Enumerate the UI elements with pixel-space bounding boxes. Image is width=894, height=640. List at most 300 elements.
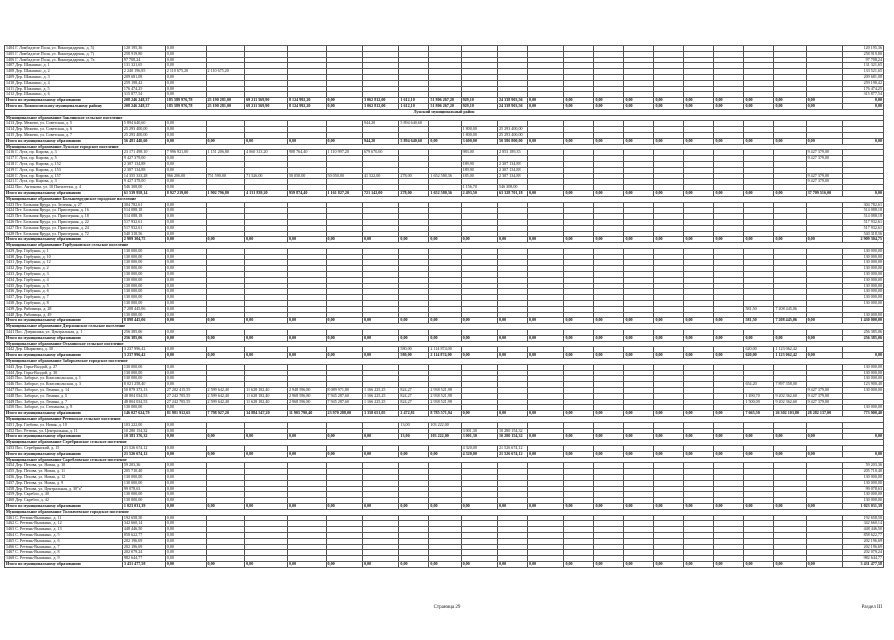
value-cell: 0,00 (564, 190, 594, 196)
value-cell: 0,00 (624, 335, 654, 341)
value-cell: 0,00 (165, 480, 206, 486)
value-cell: 0,00 (287, 503, 326, 509)
value-cell: 176 474,25 (843, 86, 884, 92)
value-cell: 9 427 379,00 (806, 150, 842, 156)
value-cell: 0,00 (684, 451, 714, 457)
address-cell: 1433 Дер. Горбунки, д. 3 (5, 272, 123, 278)
value-cell: 0,00 (165, 306, 206, 312)
value-cell: 25 293 400,00 (498, 132, 528, 138)
value-cell: 0,00 (498, 503, 528, 509)
value-cell: 0,00 (594, 411, 624, 417)
value-cell: 0,00 (714, 237, 744, 243)
value-cell: 0,00 (744, 561, 774, 567)
value-cell: 1 123 062,42 (774, 347, 806, 353)
value-cell: 2 493,50 (461, 190, 497, 196)
address-cell: 1453 Пос. Серебрянский, д. 15 (5, 445, 123, 451)
value-cell: 514 088,18 (122, 208, 165, 214)
value-cell: 0,00 (245, 237, 288, 243)
value-cell: 0,00 (744, 103, 774, 109)
value-cell: 581,50 (744, 306, 774, 312)
value-cell: 3 001,30 (461, 434, 497, 440)
address-cell: 1451 Дер. Глебово, ул. Новая, д. 10 (5, 422, 123, 428)
value-cell: 11 628 182,40 (245, 393, 288, 399)
value-cell: 0,00 (165, 260, 206, 266)
value-cell: 654,20 (744, 382, 774, 388)
address-cell: 1410 Дер. Шакшино, д. 4 (5, 80, 123, 86)
value-cell: 192 658,50 (843, 515, 884, 521)
value-cell: 0,00 (624, 451, 654, 457)
section-title: Муниципальное образование Скребловское сельское поселение (5, 457, 884, 463)
value-cell: 2 599 642,40 (206, 388, 245, 394)
value-cell: 580,00 (399, 353, 429, 359)
value-cell: 130 000,00 (122, 301, 165, 307)
value-cell: 208 246 248,37 (122, 103, 165, 109)
value-cell: 0,00 (806, 434, 842, 440)
address-cell: 1420 Г. Луга, пр. Кирова, д. 157 (5, 173, 123, 179)
value-cell: 9 427 379,00 (806, 393, 842, 399)
address-cell: 1448 Пос. Заборье, ул. Ленина, д. 5 (5, 393, 123, 399)
section-title: Муниципальное образование Ретюнское сельское поселение (5, 417, 884, 423)
value-cell: 4 320,00 (461, 451, 497, 457)
value-cell: 0,00 (245, 451, 288, 457)
value-cell: 8 124 992,20 (287, 98, 326, 104)
value-cell: 304 782,61 (122, 202, 165, 208)
value-cell: 0,00 (287, 335, 326, 341)
value-cell: 0,00 (165, 289, 206, 295)
value-cell: 0,00 (429, 318, 461, 324)
value-cell: 2 853 189,35 (498, 150, 528, 156)
value-cell: 1 166 225,25 (362, 393, 398, 399)
value-cell: 130 000,00 (122, 260, 165, 266)
table-row (5, 347, 884, 353)
value-cell: 0,00 (245, 353, 288, 359)
value-cell: 130 000,00 (122, 405, 165, 411)
address-cell: 1409 Дер. Шакшино, д. 3 (5, 74, 123, 80)
value-cell: 2 472,81 (399, 411, 429, 417)
value-cell: 514 088,18 (843, 208, 884, 214)
value-cell: 0,00 (165, 57, 206, 63)
value-cell: 10 280 154,32 (498, 434, 528, 440)
value-cell: 0,00 (528, 503, 564, 509)
value-cell: 0,00 (362, 561, 398, 567)
value-cell: 9 427 379,00 (806, 179, 842, 185)
value-cell: 21 526 674,12 (498, 451, 528, 457)
value-cell: 0,00 (564, 411, 594, 417)
value-cell: 0,00 (714, 190, 744, 196)
value-cell: 0,00 (461, 353, 497, 359)
value-cell: 0,00 (165, 266, 206, 272)
value-cell: 1 800,00 (461, 132, 497, 138)
value-cell: 0,00 (564, 138, 594, 144)
address-cell: 1443 Дер. Горы-Валдай, д. 27 (5, 364, 123, 370)
value-cell: 21 526 674,12 (122, 451, 165, 457)
value-cell: 130 000,00 (122, 480, 165, 486)
value-cell: 0,00 (165, 225, 206, 231)
value-cell: 2 599 642,40 (206, 393, 245, 399)
capital-repair-register-table (4, 45, 884, 568)
total-row (5, 190, 884, 196)
value-cell: 131 321,65 (843, 63, 884, 69)
value-cell: 2 948 596,80 (287, 388, 326, 394)
value-cell: 0,00 (287, 353, 326, 359)
value-cell: 0,00 (165, 486, 206, 492)
value-cell: 259 198,42 (843, 80, 884, 86)
value-cell: 2 909 304,75 (843, 237, 884, 243)
value-cell: 0,00 (362, 434, 398, 440)
value-cell: 130 000,00 (122, 248, 165, 254)
value-cell: 0,00 (206, 138, 245, 144)
table-row (5, 393, 884, 399)
value-cell: 0,00 (624, 353, 654, 359)
value-cell: 0,00 (165, 272, 206, 278)
value-cell: 0,00 (744, 237, 774, 243)
value-cell: 7 208 445,06 (122, 306, 165, 312)
value-cell: 5 894 640,60 (399, 121, 429, 127)
value-cell: 858 622,77 (122, 532, 165, 538)
value-cell: 130 000,00 (122, 376, 165, 382)
address-cell: 1457 Дер. Пехова, ул. Новая, д. 9 (5, 480, 123, 486)
value-cell: 1 166 225,25 (362, 399, 398, 405)
value-cell: 0,00 (326, 318, 362, 324)
value-cell: 278,00 (399, 173, 429, 179)
value-cell: 0,00 (684, 318, 714, 324)
value-cell: 130 000,00 (843, 388, 884, 394)
value-cell: 130 000,00 (122, 474, 165, 480)
value-cell: 959 874,40 (287, 190, 326, 196)
value-cell: 0,00 (624, 98, 654, 104)
value-cell: 0,00 (165, 214, 206, 220)
value-cell: 0,00 (165, 544, 206, 550)
value-cell: 13,00 (399, 434, 429, 440)
address-cell: 1426 Пгт. Большая Вруда, ул. Приозерная, д. 22 (5, 219, 123, 225)
value-cell: 0,00 (165, 405, 206, 411)
total-label: Итого по муниципальному образованию (5, 561, 123, 567)
value-cell: 130 000,00 (122, 289, 165, 295)
value-cell: 517 932,61 (122, 219, 165, 225)
value-cell: 133 521,65 (843, 69, 884, 75)
value-cell: 0,00 (287, 318, 326, 324)
address-cell: 1465 С. Ретюнь-Вышкино, д. 6 (5, 538, 123, 544)
value-cell: 202 196,69 (122, 544, 165, 550)
value-cell: 11 905 790,40 (287, 411, 326, 417)
value-cell: 2 114 874,00 (429, 353, 461, 359)
value-cell: 130 000,00 (843, 480, 884, 486)
value-cell: 50 879 373,13 (122, 388, 165, 394)
address-cell: 1408 Дер. Шакшино, д. 2 (5, 69, 123, 75)
value-cell: 448 446,50 (122, 527, 165, 533)
address-cell: 1463 С. Ретюнь-Вышкино, д. 13 (5, 527, 123, 533)
value-cell: 0,00 (684, 434, 714, 440)
value-cell: 256 385,06 (843, 335, 884, 341)
value-cell: 130 000,00 (843, 312, 884, 318)
value-cell: 0,00 (165, 532, 206, 538)
value-cell: 0,00 (326, 353, 362, 359)
value-cell: 0,00 (564, 561, 594, 567)
address-cell: 1462 С. Ретюнь-Вышкино, д. 12 (5, 521, 123, 527)
value-cell: 0,00 (326, 138, 362, 144)
value-cell: 0,00 (624, 434, 654, 440)
value-cell: 130 000,00 (122, 364, 165, 370)
value-cell: 824,27 (399, 399, 429, 405)
value-cell: 0,00 (165, 86, 206, 92)
address-cell: 1432 Дер. Горбунки, д. 2 (5, 266, 123, 272)
value-cell: 0,00 (326, 451, 362, 457)
value-cell: 0,00 (654, 561, 684, 567)
value-cell: 7 208 445,06 (774, 306, 806, 312)
address-cell: 1459 Дер. Скребло, д. 40 (5, 492, 123, 498)
value-cell: 208 246 248,37 (122, 98, 165, 104)
value-cell: 0,00 (654, 318, 684, 324)
value-cell: 50 050,00 (287, 173, 326, 179)
address-cell: 1452 Пос. Ретюнь, ул. Центральная, д. 11 (5, 428, 123, 434)
value-cell: 1 156,70 (461, 185, 497, 191)
value-cell: 517 932,61 (122, 225, 165, 231)
value-cell: 0,00 (528, 434, 564, 440)
address-cell: 1414 Дер. Межево, ул. Советская, д. 6 (5, 127, 123, 133)
value-cell: 59 203,36 (843, 463, 884, 469)
section-title: Муниципальное образование Большевруднское городское поселение (5, 196, 884, 202)
value-cell: 131 321,65 (122, 63, 165, 69)
value-cell: 0,00 (744, 190, 774, 196)
value-cell: 97 708,24 (843, 57, 884, 63)
value-cell: 0,00 (165, 451, 206, 457)
value-cell: 209 681,08 (843, 74, 884, 80)
section-title: Лужский муниципальный район (5, 109, 884, 115)
address-cell: 1438 Дер. Горбунки, д. 8 (5, 301, 123, 307)
value-cell: 59 203,36 (122, 463, 165, 469)
value-cell: 0,00 (165, 121, 206, 127)
value-cell: 0,00 (774, 103, 806, 109)
value-cell: 0,00 (624, 411, 654, 417)
value-cell: 0,00 (165, 92, 206, 98)
value-cell: 21 526 674,12 (122, 445, 165, 451)
total-row (5, 353, 884, 359)
value-cell: 0,00 (206, 353, 245, 359)
value-cell: 0,00 (245, 335, 288, 341)
value-cell: 9 427 379,00 (806, 388, 842, 394)
value-cell: 0,00 (624, 138, 654, 144)
value-cell: 0,00 (594, 190, 624, 196)
value-cell: 0,00 (528, 411, 564, 417)
value-cell: 3 062 812,00 (362, 103, 398, 109)
value-cell: 2 909 304,75 (122, 237, 165, 243)
value-cell: 2 110 675,20 (165, 69, 206, 75)
address-cell: 1440 Дер. Рябовицы, д. 49 (5, 312, 123, 318)
address-cell: 1407 Дер. Шакшино, д. 1 (5, 63, 123, 69)
value-cell: 0,00 (429, 451, 461, 457)
value-cell: 25 293 400,00 (122, 127, 165, 133)
value-cell: 0,00 (165, 561, 206, 567)
value-cell: 517 932,61 (843, 225, 884, 231)
value-cell: 0,00 (165, 138, 206, 144)
value-cell: 0,00 (684, 98, 714, 104)
value-cell: 130 000,00 (122, 498, 165, 504)
value-cell: 581,50 (744, 318, 774, 324)
value-cell: 514 088,18 (122, 214, 165, 220)
value-cell: 0,00 (245, 318, 288, 324)
value-cell: 0,00 (624, 237, 654, 243)
value-cell: 50 050,00 (326, 173, 362, 179)
value-cell: 202 079,24 (843, 550, 884, 556)
value-cell: 0,00 (806, 451, 842, 457)
value-cell: 0,00 (165, 498, 206, 504)
value-cell: 908 764,40 (287, 150, 326, 156)
address-cell: 1404 Г. Ломбадзеле Поля, ул. Виноградарчик, д. 5) (5, 46, 123, 52)
value-cell: 0,00 (461, 335, 497, 341)
address-cell: 1449 Пос. Заборье, ул. Ленина, д. 7 (5, 399, 123, 405)
value-cell: 0,00 (594, 103, 624, 109)
address-cell: 1466 С. Ретюнь-Вышкино, д. 7 (5, 544, 123, 550)
value-cell: 34 884 547,20 (245, 411, 288, 417)
value-cell: 2 307 134,88 (122, 161, 165, 167)
value-cell: 2 307 134,88 (498, 167, 528, 173)
value-cell: 0,00 (594, 503, 624, 509)
value-cell: 9 202 362,60 (774, 393, 806, 399)
value-cell: 1 151 206,80 (206, 150, 245, 156)
value-cell: 0,00 (498, 561, 528, 567)
value-cell: 0,00 (287, 138, 326, 144)
address-cell: 1442 Дер. Шырковец, д. 30 (5, 347, 123, 353)
value-cell: 0,00 (165, 208, 206, 214)
value-cell: 0,00 (714, 434, 744, 440)
value-cell: 0,00 (564, 353, 594, 359)
value-cell: 0,00 (684, 138, 714, 144)
value-cell: 2 938 521,98 (429, 393, 461, 399)
value-cell: 0,00 (684, 237, 714, 243)
address-cell: 1434 Дер. Горбунки, д. 4 (5, 277, 123, 283)
value-cell: 2 307 134,88 (498, 173, 528, 179)
value-cell: 0,00 (206, 237, 245, 243)
value-cell: 189,90 (461, 161, 497, 167)
value-cell: 0,00 (245, 138, 288, 144)
value-cell: 0,00 (498, 318, 528, 324)
value-cell: 7 945 287,60 (326, 399, 362, 405)
value-cell: 258 919,80 (843, 51, 884, 57)
value-cell: 256 385,06 (843, 330, 884, 336)
value-cell: 27 242 705,55 (165, 399, 206, 405)
value-cell: 0,00 (843, 451, 884, 457)
address-cell: 1418 Г. Луга, пр. Кирова, д. 152 (5, 161, 123, 167)
value-cell: 0,00 (564, 318, 594, 324)
value-cell: 0,00 (165, 318, 206, 324)
value-cell: 0,00 (806, 318, 842, 324)
value-cell: 0,00 (714, 138, 744, 144)
address-cell: 1413 Дер. Межево, ул. Советская, д. 5 (5, 121, 123, 127)
value-cell: 0,00 (362, 503, 398, 509)
value-cell: 982 644,77 (122, 556, 165, 562)
value-cell: 130 000,00 (843, 498, 884, 504)
value-cell: 514 088,18 (843, 214, 884, 220)
value-cell: 0,00 (326, 503, 362, 509)
value-cell: 929,10 (461, 103, 497, 109)
value-cell: 24 338 903,56 (498, 98, 528, 104)
value-cell: 0,00 (564, 434, 594, 440)
value-cell: 0,00 (165, 550, 206, 556)
address-cell: 1421 Г. Луга, пр. Кирова, д. 3 (5, 179, 123, 185)
address-cell: 1428 Пгт. Большая Вруда, ул. Приозерная, д. 72 (5, 231, 123, 237)
value-cell: 0,00 (165, 132, 206, 138)
value-cell: 0,00 (287, 561, 326, 567)
value-cell: 259 198,42 (122, 80, 165, 86)
value-cell: 9 427 379,00 (122, 179, 165, 185)
value-cell: 0,00 (594, 561, 624, 567)
value-cell: 0,00 (744, 503, 774, 509)
value-cell: 8 089 971,80 (326, 388, 362, 394)
value-cell: 5 894 640,60 (122, 121, 165, 127)
value-cell: 679 670,00 (362, 150, 398, 156)
address-cell: 1419 Г. Луга, пр. Кирова, д. 153 (5, 167, 123, 173)
address-cell: 1460 Дер. Скребло, д. 42 (5, 498, 123, 504)
value-cell: 0,00 (326, 335, 362, 341)
value-cell: 0,00 (774, 138, 806, 144)
value-cell: 99 078,63 (122, 486, 165, 492)
value-cell: 0,00 (287, 434, 326, 440)
value-cell: 0,00 (326, 103, 362, 109)
value-cell: 0,00 (744, 434, 774, 440)
value-cell: 0,00 (165, 556, 206, 562)
value-cell: 7 945 287,60 (326, 393, 362, 399)
value-cell: 0,00 (165, 237, 206, 243)
value-cell: 10 280 154,32 (498, 428, 528, 434)
total-row (5, 561, 884, 567)
value-cell: 0,00 (714, 561, 744, 567)
value-cell: 0,00 (528, 138, 564, 144)
value-cell: 9 427 379,00 (122, 156, 165, 162)
value-cell: 0,00 (362, 318, 398, 324)
total-row (5, 411, 884, 417)
value-cell: 0,00 (774, 237, 806, 243)
value-cell: 2 240 196,85 (122, 69, 165, 75)
value-cell: 3 431 477,58 (122, 561, 165, 567)
address-cell: 1430 Дер. Горбунки, д. 10 (5, 254, 123, 260)
value-cell: 0,00 (624, 561, 654, 567)
value-cell: 0,00 (429, 237, 461, 243)
value-cell: 0,00 (206, 434, 245, 440)
value-cell: 0,00 (165, 445, 206, 451)
value-cell: 130 000,00 (122, 254, 165, 260)
address-cell: 1425 Пгт. Большая Вруда, ул. Приозерная, д. 18 (5, 214, 123, 220)
value-cell: 0,00 (744, 451, 774, 457)
value-cell: 0,00 (594, 353, 624, 359)
value-cell: 0,00 (399, 335, 429, 341)
address-cell: 1423 Пгт. Большая Вруда, ул. Зеленая, д. 27 (5, 202, 123, 208)
value-cell: 0,00 (564, 237, 594, 243)
value-cell: 1 490,70 (744, 393, 774, 399)
value-cell: 71 526,00 (245, 173, 288, 179)
value-cell: 26 302 103,80 (774, 411, 806, 417)
value-cell: 9 427 379,00 (806, 399, 842, 405)
value-cell: 0,00 (744, 98, 774, 104)
value-cell: 130 000,00 (843, 248, 884, 254)
value-cell: 0,00 (287, 237, 326, 243)
value-cell: 982 644,77 (843, 556, 884, 562)
address-cell: 1435 Дер. Горбунки, д. 5 (5, 283, 123, 289)
value-cell: 0,00 (245, 503, 288, 509)
value-cell: 14 355 333,28 (122, 173, 165, 179)
value-cell: 130 000,00 (843, 277, 884, 283)
value-cell: 0,00 (165, 301, 206, 307)
value-cell: 1 612,10 (399, 98, 429, 104)
value-cell: 130 000,00 (122, 492, 165, 498)
value-cell: 540 318,56 (122, 231, 165, 237)
value-cell: 209 681,08 (122, 74, 165, 80)
address-cell: 1415 Дер. Межево, ул. Советская, д. 7 (5, 132, 123, 138)
value-cell: 0,00 (774, 98, 806, 104)
value-cell: 8 785 571,94 (429, 411, 461, 417)
address-cell: 1441 Пос. Дзержинка, ул. Центральная, д. 1 (5, 330, 123, 336)
value-cell: 25 293 400,00 (498, 127, 528, 133)
value-cell: 7 996 921,00 (165, 150, 206, 156)
